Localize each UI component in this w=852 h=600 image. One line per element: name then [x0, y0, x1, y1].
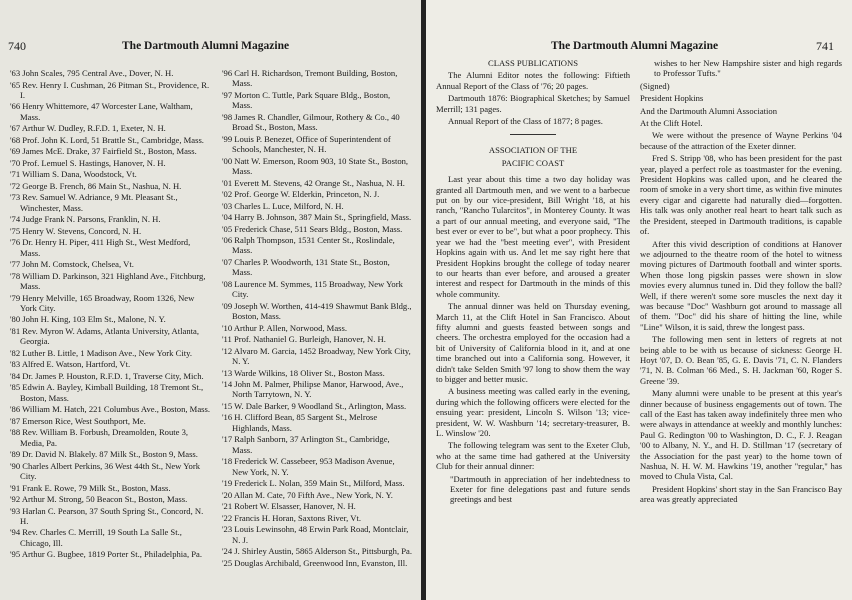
class-publications-paragraph: The Alumni Editor notes the following: Fiftieth Annual Report of the Class of '76; 20 pages.	[436, 70, 630, 91]
class-entry: '74 Judge Frank N. Parsons, Franklin, N. H.	[10, 214, 161, 225]
class-entry: '08 Laurence M. Symmes, 115 Broadway, New York City.	[222, 278, 403, 300]
class-entry: '24 J. Shirley Austin, 5865 Alderson St., Pittsburgh, Pa.	[222, 546, 412, 557]
class-entry: '20 Allan M. Cate, 70 Fifth Ave., New York, N. Y.	[222, 489, 393, 500]
class-entry: '96 Carl H. Richardson, Tremont Building, Boston, Mass.	[222, 68, 398, 89]
class-entry: '94 Rev. Charles C. Merrill, 19 South La Salle St., Chicago, Ill.	[10, 527, 182, 548]
right-page-number: 741	[816, 39, 834, 53]
article-paragraph: After this vivid description of conditions at Hanover we adjourned to the theatre room of the hotel to witness moving pictures of Dartmouth football and winter sports. When those long pigskin passes were shown in slow movies every alumnus tuned in. Did they follow the ball? Well, if there weren't some sore muscles the next day it was because "Doc" Washburn got around to massage all of them. "Doc" did his share of hitting the line, while "Line" Wilson, it is said, threw the longest pass.	[640, 238, 842, 332]
class-entry: '73 Rev. Samuel W. Adriance, 9 Mt. Pleasant St., Winchester, Mass.	[10, 192, 178, 213]
class-entry: '90 Charles Albert Perkins, 36 West 44th St., New York City.	[10, 460, 200, 482]
class-entry: '84 Dr. James P. Houston, R.F.D. 1, Traverse City, Mich.	[10, 370, 204, 381]
article-paragraph: President Hopkins' short stay in the San Francisco Bay area was greatly appreciated	[640, 483, 842, 505]
class-entry: '97 Morton C. Tuttle, Park Square Bldg., Boston, Mass.	[222, 89, 391, 111]
class-entry: '93 Harlan C. Pearson, 37 South Spring St., Concord, N. H.	[10, 505, 204, 526]
class-entry: '70 Prof. Lemuel S. Hastings, Hanover, N. H.	[10, 157, 166, 168]
class-entry: '25 Douglas Archibald, Greenwood Inn, Evanston, Ill.	[222, 557, 408, 568]
class-entry: '95 Arthur G. Bugbee, 1819 Porter St., Philadelphia, Pa.	[10, 549, 203, 560]
class-entry: '00 Natt W. Emerson, Room 903, 10 State St., Boston, Mass.	[222, 155, 409, 177]
article-paragraph: Fred S. Stripp '08, who has been president for the past year, played a perfect role as toastmaster for the evening. President Hopkins was called upon, and he cleared the room of smoke in a very short time, as within five minutes every cigar and cigarette had naturally died—forgotten. His talk was only another real heart to heart talk such as the President, steeped in Dartmouth traditions, is capable of.	[640, 153, 842, 237]
class-entry: '14 John M. Palmer, Philipse Manor, Harwood, Ave., North Tarrytown, N. Y.	[222, 379, 404, 400]
telegram-signature-org: And the Dartmouth Alumni Association	[640, 105, 778, 116]
association-paragraph: The following telegram was sent to the Exeter Club, who at the same time had gathered at the University Club for their annual dinner:	[436, 440, 630, 472]
telegram-text-continued: wishes to her New Hampshire sister and high regards to Professor Tufts."	[654, 58, 842, 79]
class-entry: '81 Rev. Myron W. Adams, Atlanta University, Atlanta, Georgia.	[10, 325, 200, 347]
class-entry: '66 Henry Whittemore, 47 Worcester Lane, Waltham, Mass.	[10, 101, 193, 122]
left-page-running-title: The Dartmouth Alumni Magazine	[122, 40, 290, 52]
class-entry: '16 H. Clifford Bean, 85 Sargent St., Melrose Highlands, Mass.	[222, 412, 378, 433]
class-entry: '92 Arthur M. Strong, 50 Beacon St., Boston, Mass.	[10, 494, 188, 505]
class-entry: '69 James McE. Drake, 37 Fairfield St., Boston, Mass.	[10, 146, 197, 157]
right-page	[426, 0, 852, 600]
class-entry: '71 William S. Dana, Woodstock, Vt.	[10, 169, 137, 180]
class-entry: '80 John H. King, 103 Elm St., Malone, N. Y.	[10, 314, 166, 325]
telegram-signed: (Signed)	[640, 80, 670, 91]
association-paragraph: A business meeting was called early in the evening, during which the following officers were elected for the ensuing year: president, Lincoln S. Wilson '13; vice-president, W. W. Washburn '14; secretary-treasurer, B. L. Winslow '20.	[436, 386, 630, 438]
class-entry: '09 Joseph W. Worthen, 414-419 Shawmut Bank Bldg., Boston, Mass.	[222, 300, 412, 322]
class-entry: '63 John Scales, 795 Central Ave., Dover, N. H.	[10, 68, 174, 78]
class-entry: '23 Louis Lewinsohn, 48 Erwin Park Road, Montclair, N. J.	[222, 524, 409, 545]
left-page	[0, 0, 421, 600]
left-page-column-1	[10, 68, 210, 561]
class-entry: '21 Robert W. Elsasser, Hanover, N. H.	[222, 501, 356, 512]
class-entry: '17 Ralph Sanborn, 37 Arlington St., Cambridge, Mass.	[222, 434, 390, 455]
telegram-signature-place: At the Clift Hotel.	[640, 118, 703, 129]
class-entry: '68 Prof. John K. Lord, 51 Brattle St., Cambridge, Mass.	[10, 134, 204, 145]
class-entry: '89 Dr. David N. Blakely. 87 Milk St., Boston 9, Mass.	[10, 449, 198, 460]
association-paragraph: Last year about this time a two day holiday was granted all Dartmouth men, and we went to a barbecue put on by our vice-president, Bill Wright '18, at his ranch, "Rancho Tularcitos", in Monterey County. It was a part of our annual meeting, and everyone said, "The best ever or ever to be", but what a poor prophecy. This year we had the "best meeting ever", with President Hopkins again with us. And let me say right here that President Hopkins brought the college of today nearer to our hearts than ever before, and aroused a greater interest and respect for Dartmouth in the minds of this whole community.	[436, 174, 630, 299]
left-page-number: 740	[8, 39, 26, 53]
class-entry: '85 Edwin A. Bayley, Kimball Building, 18 Tremont St., Boston, Mass.	[10, 382, 204, 403]
class-entry: '65 Rev. Henry I. Cushman, 26 Pitman St., Providence, R. I.	[10, 79, 210, 100]
association-paragraph: The annual dinner was held on Thursday evening, March 11, at the Clift Hotel in San Francisco. About fifty alumni and guests feasted between songs and cheers. The orchestra employed for the occasion had a bit of University of California blood in it, and at one time branched out into a California song. However, it didn't take Selden Smith '97 long to show them the way to bigger and better music.	[436, 301, 630, 384]
class-entry: '11 Prof. Nathaniel G. Burleigh, Hanover, N. H.	[222, 334, 386, 345]
left-page-column-2	[222, 68, 412, 569]
class-entry: '10 Arthur P. Allen, Norwood, Mass.	[222, 322, 347, 333]
class-entry: '72 George B. French, 86 Main St., Nashua, N. H.	[10, 180, 182, 191]
class-entry: '18 Frederick W. Cassebeer, 953 Madison Avenue, New York, N. Y.	[222, 456, 395, 477]
right-page-column-2	[640, 58, 842, 505]
telegram-signature-name: President Hopkins	[640, 93, 704, 104]
telegram-text: "Dartmouth in appreciation of her indebtedness to Exeter for fine delegations past and future sends greetings and best	[450, 473, 630, 505]
article-paragraph: The following men sent in letters of regrets at not being able to be with us because of sickness: George H. Hoyt '07, D. O. Bean '85, G. E. Davis '71, C. N. Flanders '71, N. B. Colman '66 Med., S. H. Jackman '60, Roger S. Greene '39.	[640, 334, 842, 386]
class-publications-paragraph: Dartmouth 1876: Biographical Sketches; by Samuel Merrill; 131 pages.	[436, 93, 630, 114]
class-entry: '91 Frank E. Rowe, 79 Milk St., Boston, Mass.	[10, 482, 171, 493]
class-entry: '87 Emerson Rice, West Southport, Me.	[10, 415, 146, 426]
class-entry: '67 Arthur W. Dudley, R.F.D. 1, Exeter, N. H.	[10, 123, 166, 134]
right-page-running-title: The Dartmouth Alumni Magazine	[551, 40, 719, 52]
class-entry: '98 James R. Chandler, Gilmour, Rothery & Co., 40 Broad St., Boston, Mass.	[222, 111, 400, 133]
association-title-line-2: PACIFIC COAST	[501, 157, 565, 168]
class-entry: '83 Alfred E. Watson, Hartford, Vt.	[10, 359, 131, 370]
class-entry: '13 Warde Wilkins, 18 Oliver St., Boston Mass.	[222, 367, 385, 378]
class-entry: '86 William M. Hatch, 221 Columbus Ave., Boston, Mass.	[10, 404, 210, 415]
class-entry: '15 W. Dale Barker, 9 Woodland St., Arlington, Mass.	[222, 400, 407, 411]
class-entry: '22 Francis H. Horan, Saxtons River, Vt.	[222, 512, 362, 523]
class-entry: '05 Frederick Chase, 511 Sears Bldg., Boston, Mass.	[222, 223, 403, 234]
class-entry: '76 Dr. Henry H. Piper, 411 High St., West Medford, Mass.	[10, 237, 191, 258]
class-entry: '77 John M. Comstock, Chelsea, Vt.	[10, 259, 134, 270]
class-entry: '07 Charles P. Woodworth, 131 State St., Boston, Mass.	[222, 256, 390, 278]
class-entry: '01 Everett M. Stevens, 42 Orange St., Nashua, N. H.	[222, 177, 405, 188]
class-entry: '06 Ralph Thompson, 1531 Center St., Roslindale, Mass.	[222, 235, 395, 256]
article-paragraph: Many alumni were unable to be present at this year's dinner because of business engagements out of town. The call of the East has taken away indefinitely three men who were always in attendance at weekly and monthly lunches: Paul G. Redington '00 to Washington, D. C., F. J. Reagan '00 to Albany, N. Y., and H. D. Stillman '17 (secretary of the Association for the past year) to the home town of Nashua, N. H. W. M. Hawkins '19, another "regular," has moved to Chula Vista, Cal.	[640, 388, 842, 482]
class-entry: '82 Luther B. Little, 1 Madison Ave., New York City.	[10, 347, 193, 358]
class-entry: '03 Charles L. Luce, Milford, N. H.	[222, 200, 344, 211]
class-entry: '79 Henry Melville, 165 Broadway, Room 1326, New York City.	[10, 292, 195, 313]
class-entry: '02 Prof. George W. Elderkin, Princeton, N. J.	[222, 189, 380, 200]
class-entry: '88 Rev. William B. Forbush, Dreamolden, Route 3, Media, Pa.	[10, 427, 189, 448]
class-entry: '12 Alvaro M. Garcia, 1452 Broadway, New York City, N. Y.	[222, 345, 411, 367]
class-entry: '19 Frederick L. Nolan, 359 Main St., Milford, Mass.	[222, 478, 405, 489]
class-entry: '78 William D. Parkinson, 321 Highland Ave., Fitchburg, Mass.	[10, 270, 206, 292]
class-entry: '04 Harry B. Johnson, 387 Main St., Springfield, Mass.	[222, 212, 412, 223]
class-publications-title: CLASS PUBLICATIONS	[487, 58, 578, 68]
association-title-line-1: ASSOCIATION OF THE	[488, 145, 578, 156]
class-entry: '75 Henry W. Stevens, Concord, N. H.	[10, 225, 142, 236]
section-divider	[510, 134, 556, 135]
article-paragraph: We were without the presence of Wayne Perkins '04 because of the attraction of the Exeter dinner.	[640, 130, 842, 151]
right-page-column-1	[436, 58, 630, 505]
class-entry: '99 Louis P. Benezet, Office of Superintendent of Schools, Manchester, N. H.	[222, 133, 391, 155]
class-publications-paragraph: Annual Report of the Class of 1877; 8 pages.	[448, 116, 603, 127]
